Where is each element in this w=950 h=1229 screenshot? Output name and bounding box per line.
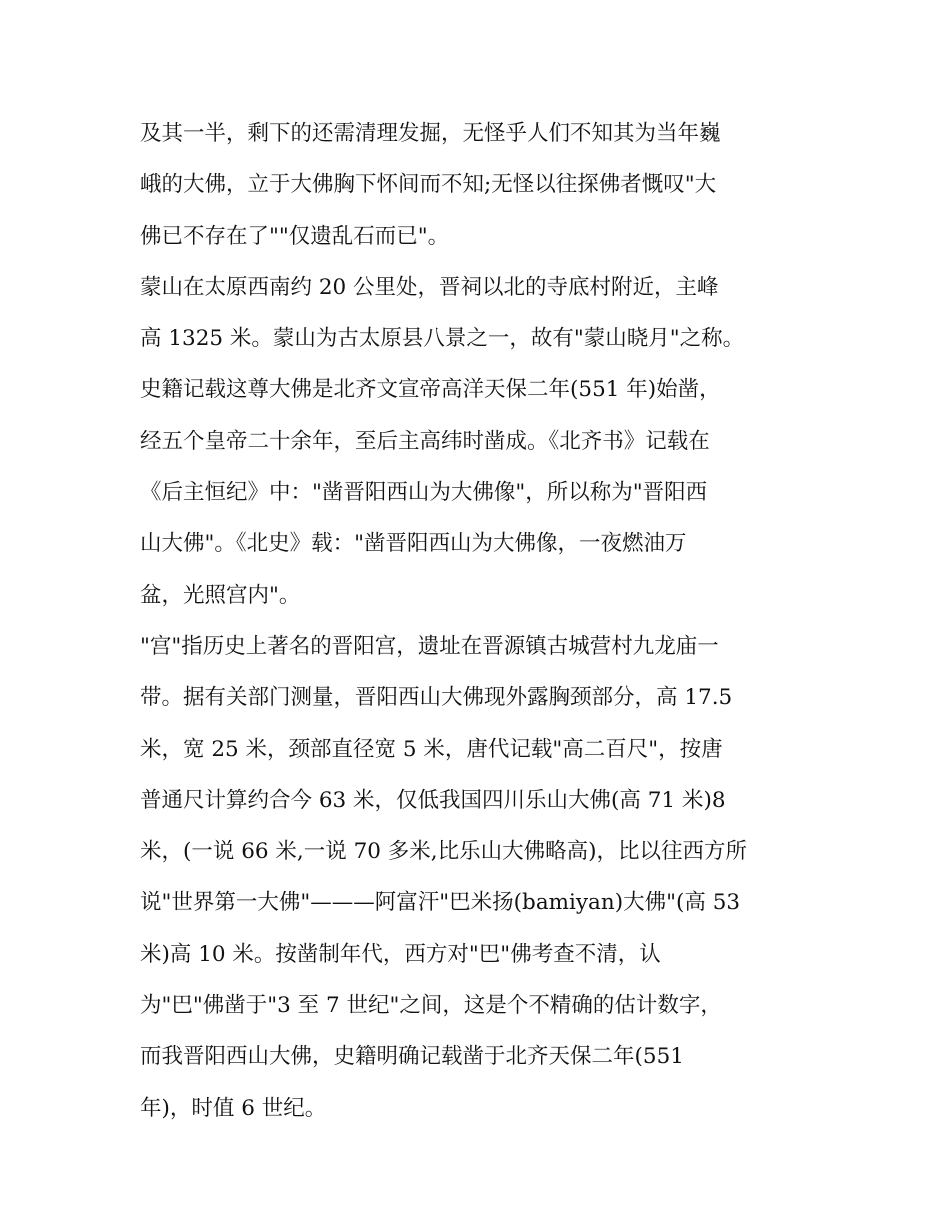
text-line: 史籍记载这尊大佛是北齐文宣帝高洋天保二年(551 年)始凿， — [140, 377, 721, 403]
text-line: 米)高 10 米。按凿制年代，西方对"巴"佛考查不清，认 — [140, 941, 661, 967]
text-line: 普通尺计算约合今 63 米，仅低我国四川乐山大佛(高 71 米)8 — [140, 787, 726, 813]
text-line: 蒙山在太原西南约 20 公里处，晋祠以北的寺底村附近，主峰 — [140, 274, 719, 300]
text-line: 而我晋阳西山大佛，史籍明确记载凿于北齐天保二年(551 — [140, 1044, 684, 1070]
text-line: 及其一半，剩下的还需清理发掘，无怪乎人们不知其为当年巍 — [140, 121, 721, 146]
text-line: 带。据有关部门测量，晋阳西山大佛现外露胸颈部分，高 17.5 — [140, 685, 733, 711]
text-line: 山大佛"。《北史》载："凿晋阳西山为大佛像，一夜燃油万 — [140, 531, 687, 557]
text-line: 《后主恒纪》中："凿晋阳西山为大佛像"，所以称为"晋阳西 — [140, 480, 708, 506]
text-line: 佛已不存在了""仅遗乱石而已"。 — [140, 223, 450, 249]
text-line: 经五个皇帝二十余年，至后主高纬时凿成。《北齐书》记载在 — [140, 428, 710, 454]
text-line: 米，宽 25 米，颈部直径宽 5 米，唐代记载"高二百尺"，按唐 — [140, 736, 723, 762]
text-line: 为"巴"佛凿于"3 至 7 世纪"之间，这是个不精确的估计数字， — [140, 993, 722, 1019]
text-line: 说"世界第一大佛"———阿富汗"巴米扬(bamiyan)大佛"(高 53 — [140, 890, 741, 916]
text-line: 盆，光照宫内"。 — [140, 582, 301, 608]
document-body — [140, 108, 820, 1134]
text-line: 米，(一说 66 米,一说 70 多米,比乐山大佛略高)，比以往西方所 — [140, 839, 747, 865]
text-line: 年)，时值 6 世纪。 — [140, 1095, 327, 1121]
text-line: 高 1325 米。蒙山为古太原县八景之一，故有"蒙山晓月"之称。 — [140, 326, 745, 352]
text-line: 峨的大佛，立于大佛胸下怀间而不知;无怪以往探佛者慨叹"大 — [140, 172, 717, 198]
text-line: "宫"指历史上著名的晋阳宫，遗址在晋源镇古城营村九龙庙一 — [140, 633, 719, 659]
